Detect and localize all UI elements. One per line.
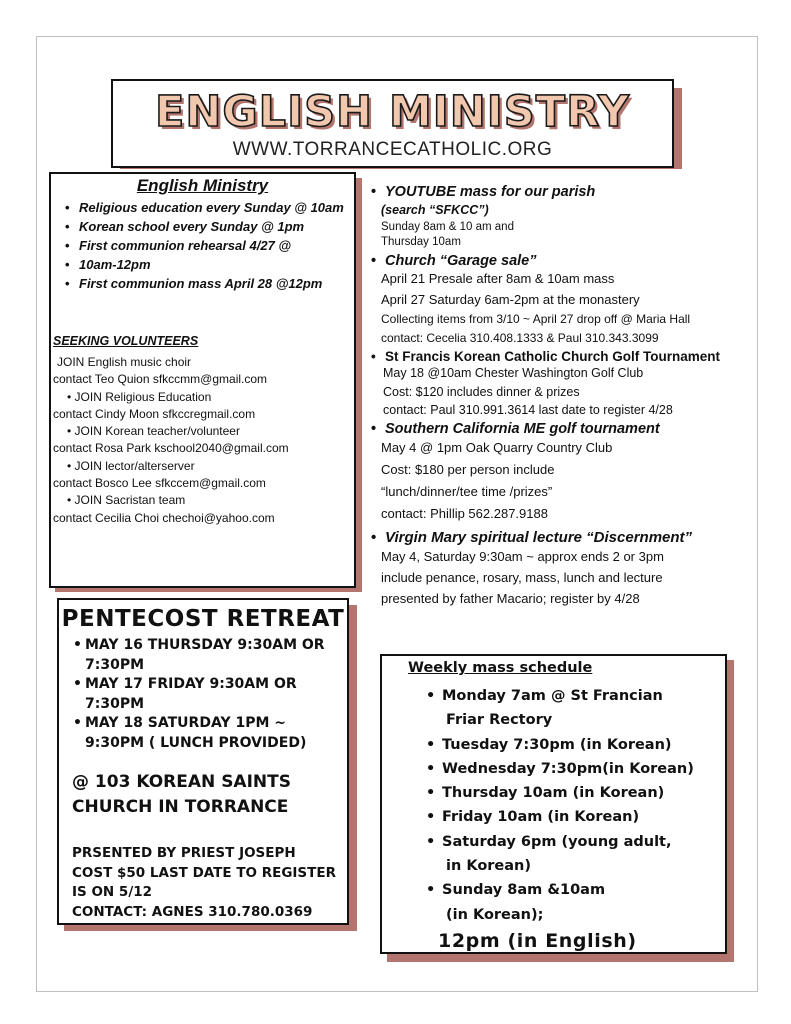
golf-tournament-line: Cost: $120 includes dinner & prizes [383, 384, 580, 399]
website-url[interactable]: WWW.TORRANCECATHOLIC.ORG [232, 139, 553, 160]
english-ministry-box [49, 172, 356, 588]
pentecost-title: PENTECOST RETREAT [61, 606, 345, 632]
list-item: • First communion rehearsal 4/27 @ [65, 236, 365, 255]
location-line: CHURCH IN TORRANCE [72, 797, 289, 817]
events-column [371, 184, 751, 609]
me-golf-line: contact: Phillip 562.287.9188 [381, 505, 548, 521]
garage-sale-line: April 21 Presale after 8am & 10am mass [381, 271, 615, 286]
lecture-heading: • Virgin Mary spiritual lecture “Discernment” [371, 529, 751, 546]
mass-item: • Wednesday 7:30pm(in Korean) [426, 757, 716, 781]
volunteer-contact: contact Rosa Park kschool2040@gmail.com [53, 441, 289, 456]
volunteer-role: • JOIN Sacristan team [53, 492, 353, 509]
golf-tournament-line: May 18 @10am Chester Washington Golf Club [383, 366, 644, 380]
me-golf-line: Cost: $180 per person include [381, 461, 555, 477]
location-line: @ 103 KOREAN SAINTS [72, 772, 291, 792]
page-title: ENGLISH MINISTRY [155, 87, 630, 137]
pentecost-location [72, 770, 291, 820]
youtube-heading: • YOUTUBE mass for our parish [371, 184, 751, 200]
volunteer-role: • JOIN lector/alterserver [53, 458, 353, 475]
mass-item: • Thursday 10am (in Korean) [426, 781, 716, 805]
info-line: CONTACT: AGNES 310.780.0369 [72, 903, 313, 920]
volunteer-role: • JOIN Korean teacher/volunteer [53, 423, 353, 440]
youtube-times: Thursday 10am [381, 236, 461, 248]
pentecost-info [72, 844, 336, 922]
volunteer-role: • JOIN Religious Education [53, 389, 353, 406]
volunteer-role: JOIN English music choir [57, 355, 192, 369]
list-item: • MAY 17 FRIDAY 9:30AM OR 7:30PM [73, 675, 343, 714]
info-line: IS ON 5/12 [72, 884, 153, 900]
info-line: COST $50 LAST DATE TO REGISTER [72, 864, 336, 881]
list-item: • First communion mass April 28 @12pm [65, 274, 365, 293]
golf-tournament-heading: • St Francis Korean Catholic Church Golf Tournament [371, 349, 751, 364]
garage-sale-heading: • Church “Garage sale” [371, 253, 751, 269]
weekly-mass-title: Weekly mass schedule [408, 660, 593, 676]
volunteer-contact: contact Cecilia Choi chechoi@yahoo.com [53, 510, 275, 525]
volunteers-heading: SEEKING VOLUNTEERS [53, 334, 199, 348]
lecture-line: presented by father Macario; register by 4/28 [381, 590, 640, 606]
list-item: • MAY 16 THURSDAY 9:30AM OR 7:30PM [73, 636, 343, 675]
pentecost-list [73, 636, 343, 753]
me-golf-line: “lunch/dinner/tee time /prizes” [381, 483, 553, 499]
lecture-line: May 4, Saturday 9:30am ~ approx ends 2 or 3pm [381, 548, 664, 564]
youtube-search: (search “SFKCC”) [381, 203, 489, 217]
english-ministry-title: English Ministry [136, 176, 269, 195]
english-ministry-list [65, 198, 365, 293]
garage-sale-line: contact: Cecelia 310.408.1333 & Paul 310.343.3099 [381, 330, 659, 345]
garage-sale-line: April 27 Saturday 6am-2pm at the monastery [381, 291, 640, 307]
volunteer-contact: contact Teo Quion sfkccmm@gmail.com [53, 372, 268, 387]
youtube-times: Sunday 8am & 10 am and [381, 221, 514, 233]
me-golf-heading: • Southern California ME golf tournament [371, 421, 751, 437]
mass-item: • Tuesday 7:30pm (in Korean) [426, 733, 716, 757]
weekly-mass-box [380, 654, 727, 954]
volunteers-list [53, 354, 353, 527]
mass-item: • Saturday 6pm (young adult, in Korean) [426, 830, 716, 879]
english-mass-time: 12pm (in English) [438, 930, 637, 952]
golf-tournament-line: contact: Paul 310.991.3614 last date to register 4/28 [383, 403, 673, 417]
list-item: • Korean school every Sunday @ 1pm [65, 217, 365, 236]
info-line: PRSENTED BY PRIEST JOSEPH [72, 845, 296, 861]
volunteer-contact: contact Bosco Lee sfkccem@gmail.com [53, 476, 266, 491]
mass-item: • Sunday 8am &10am (in Korean); [426, 878, 716, 927]
mass-item: • Friday 10am (in Korean) [426, 805, 716, 829]
weekly-mass-list [426, 684, 716, 927]
list-item: • Religious education every Sunday @ 10am [65, 198, 365, 217]
header-box [111, 79, 674, 168]
list-item-continuation: • 10am-12pm [65, 255, 365, 274]
pentecost-box [57, 598, 349, 925]
volunteer-contact: contact Cindy Moon sfkccregmail.com [53, 406, 256, 421]
garage-sale-line: Collecting items from 3/10 ~ April 27 drop off @ Maria Hall [381, 312, 691, 326]
me-golf-line: May 4 @ 1pm Oak Quarry Country Club [381, 439, 613, 455]
mass-item: • Monday 7am @ St Francian Friar Rectory [426, 684, 716, 733]
list-item: • MAY 18 SATURDAY 1PM ~ 9:30PM ( LUNCH PROVIDED) [73, 714, 343, 753]
lecture-line: include penance, rosary, mass, lunch and lecture [381, 569, 663, 585]
